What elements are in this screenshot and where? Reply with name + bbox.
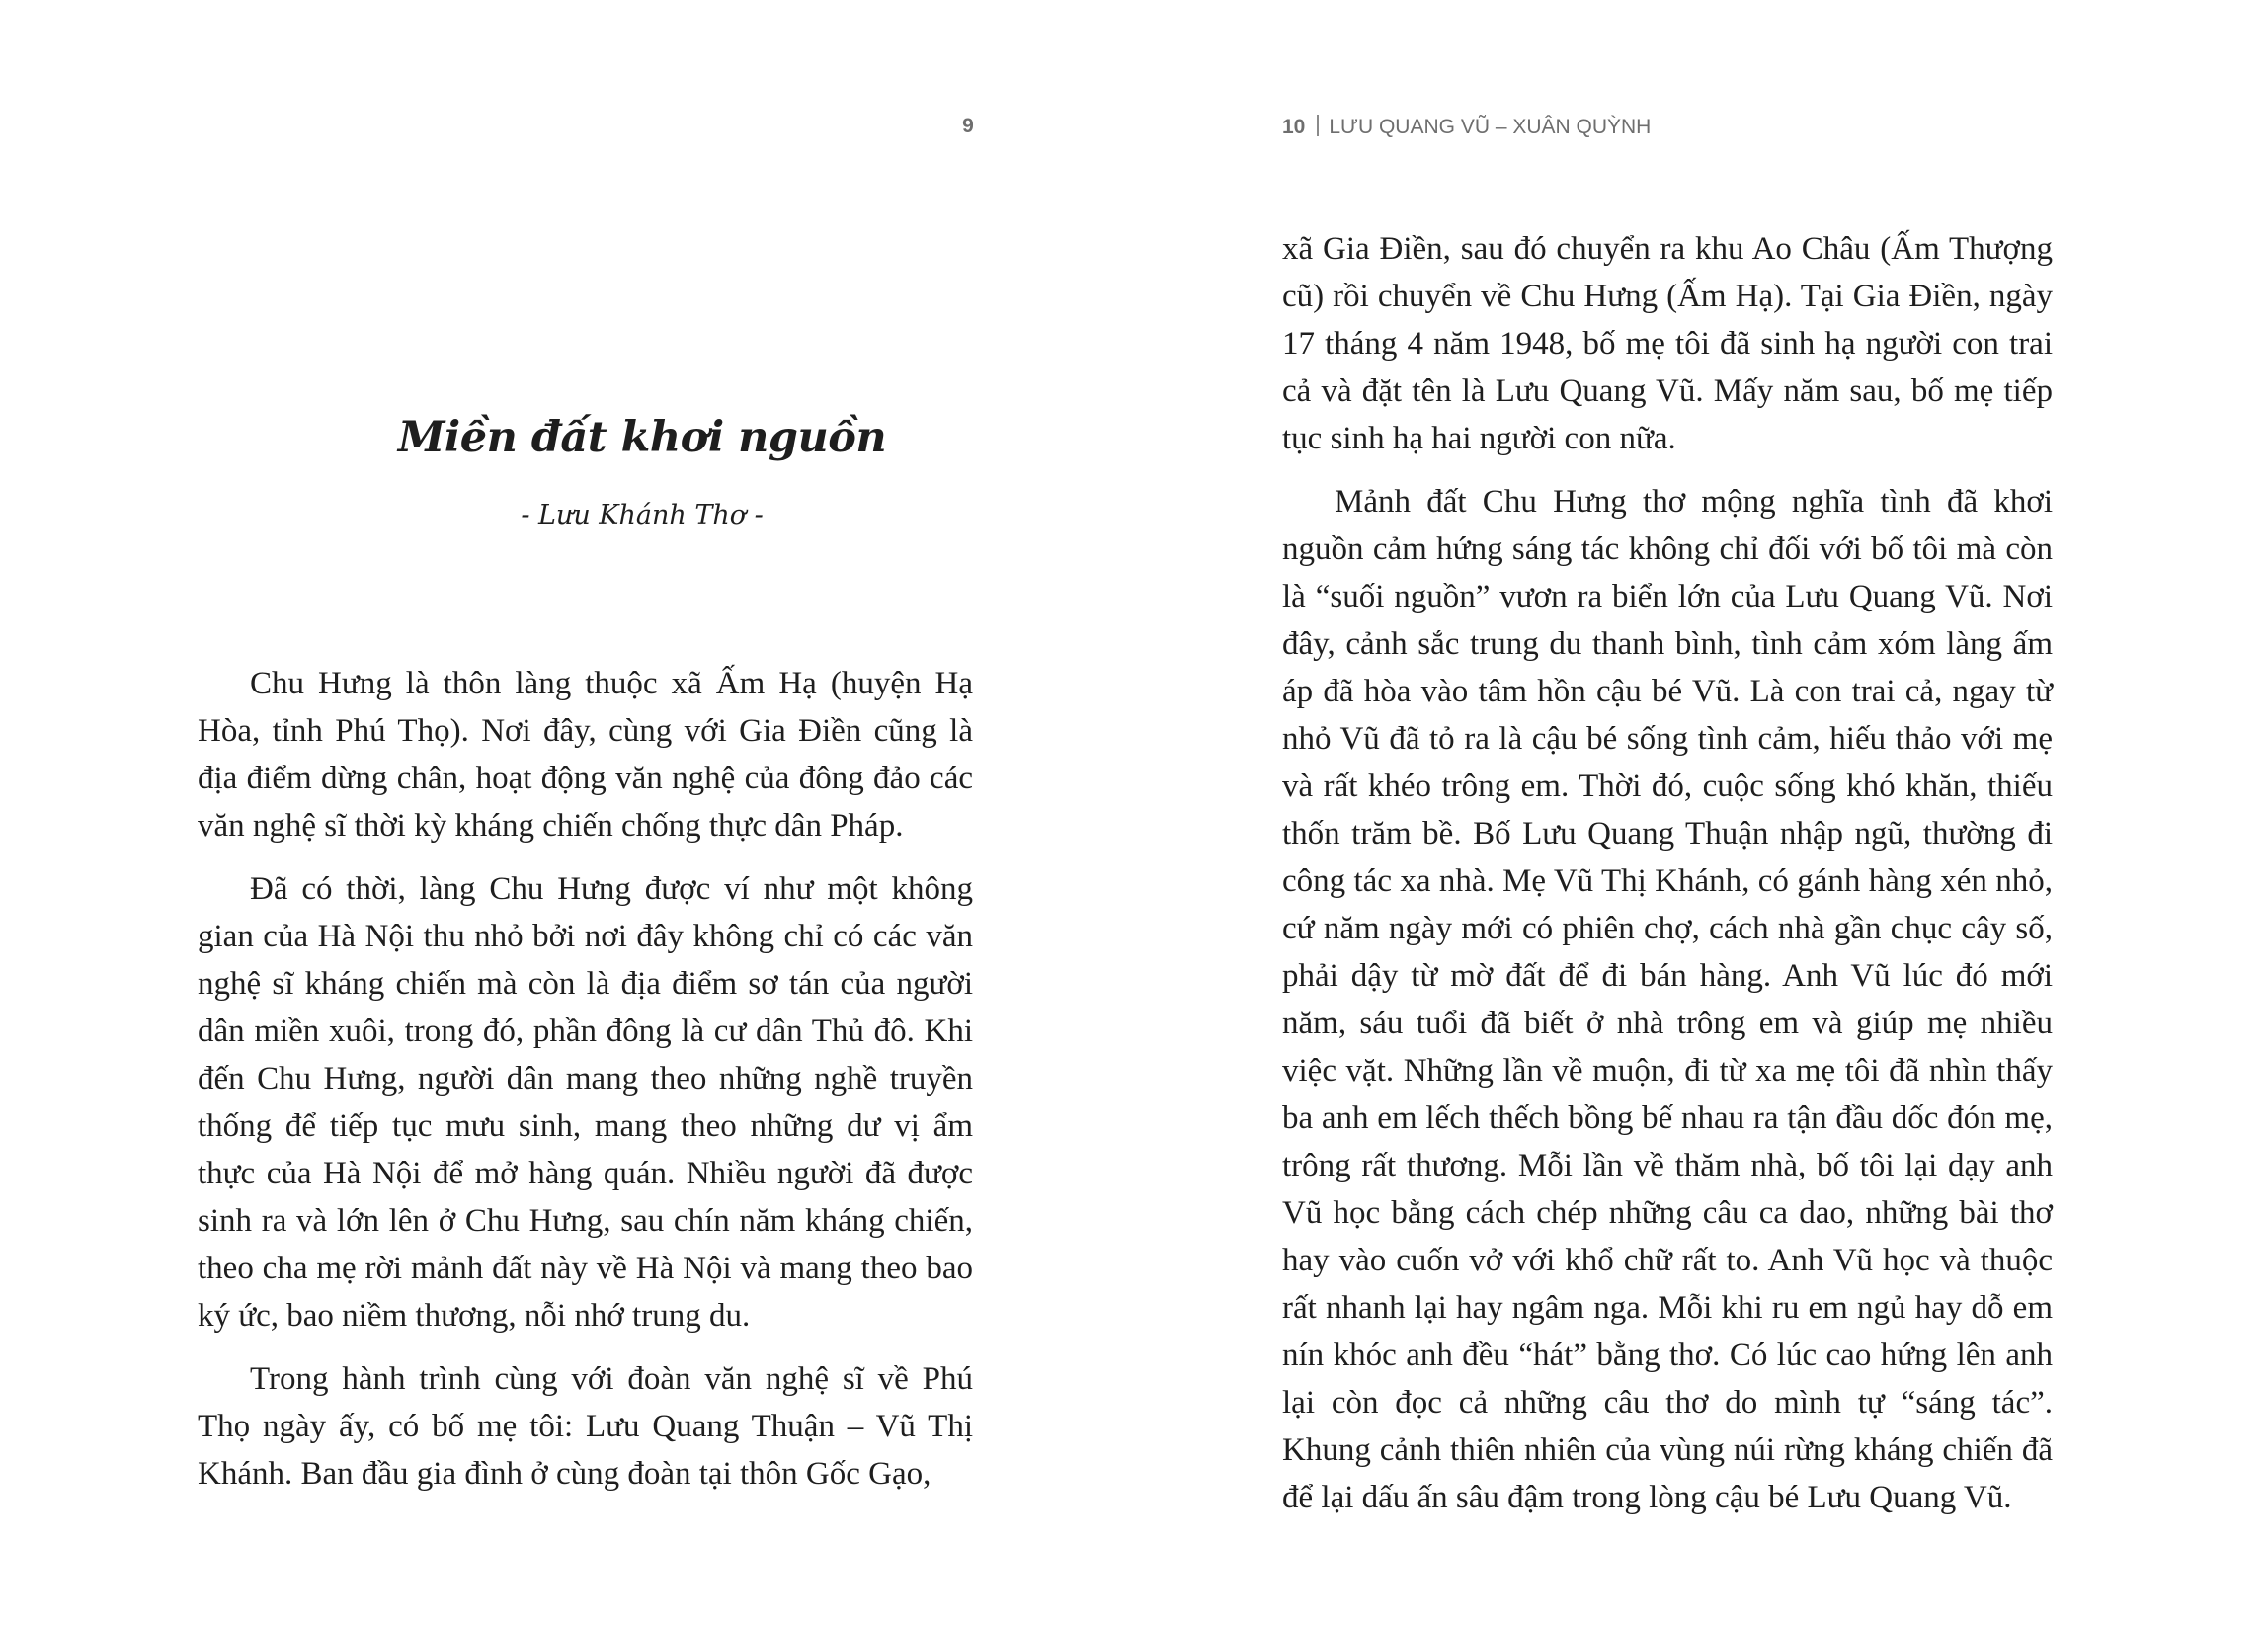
paragraph: Chu Hưng là thôn làng thuộc xã Ấm Hạ (huyện Hạ Hòa, tỉnh Phú Thọ). Nơi đây, cùng với Gia Điền cũng là địa điểm dừng chân, hoạt động văn nghệ của đông đảo các văn nghệ sĩ thời kỳ kháng chiến chống thực dân Pháp. <box>198 666 973 844</box>
left-page-body <box>198 660 973 1513</box>
header-divider <box>1317 115 1319 136</box>
right-page <box>1134 0 2268 1626</box>
chapter-title: Miền đất khơi nguồn <box>397 413 887 462</box>
page-number: 9 <box>962 115 974 137</box>
right-page-body <box>1282 225 2053 1537</box>
paragraph: Trong hành trình cùng với đoàn văn nghệ sĩ về Phú Thọ ngày ấy, có bố mẹ tôi: Lưu Quang Thuận – Vũ Thị Khánh. Ban đầu gia đình ở cùng đoàn tại thôn Gốc Gạo, <box>198 1361 973 1492</box>
paragraph: xã Gia Điền, sau đó chuyển ra khu Ao Châu (Ấm Thượng cũ) rồi chuyển về Chu Hưng (Ấm Hạ). Tại Gia Điền, ngày 17 tháng 4 năm 1948, bố mẹ tôi đã sinh hạ người con trai cả và đặt tên là Lưu Quang Vũ. Mấy năm sau, bố mẹ tiếp tục sinh hạ hai người con nữa. <box>1282 231 2053 456</box>
running-head <box>1282 115 1651 139</box>
paragraph: Mảnh đất Chu Hưng thơ mộng nghĩa tình đã khơi nguồn cảm hứng sáng tác không chỉ đối với bố tôi mà còn là “suối nguồn” vươn ra biển lớn của Lưu Quang Vũ. Nơi đây, cảnh sắc trung du thanh bình, tình cảm xóm làng ấm áp đã hòa vào tâm hồn cậu bé Vũ. Là con trai cả, ngay từ nhỏ Vũ đã tỏ ra là cậu bé sống tình cảm, hiếu thảo với mẹ và rất khéo trông em. Thời đó, cuộc sống khó khăn, thiếu thốn trăm bề. Bố Lưu Quang Thuận nhập ngũ, thường đi công tác xa nhà. Mẹ Vũ Thị Khánh, có gánh hàng xén nhỏ, cứ năm ngày mới có phiên chợ, cách nhà gần chục cây số, phải dậy từ mờ đất để đi bán hàng. Anh Vũ lúc đó mới năm, sáu tuổi đã biết ở nhà trông em và giúp mẹ nhiều việc vặt. Những lần về muộn, đi từ xa mẹ tôi đã nhìn thấy ba anh em lếch thếch bồng bế nhau ra tận đầu dốc đón mẹ, trông rất thương. Mỗi lần về thăm nhà, bố tôi lại dạy anh Vũ học bằng cách chép những câu ca dao, những bài thơ hay vào cuốn vở với khổ chữ rất to. Anh Vũ học và thuộc rất nhanh lại hay ngâm nga. Mỗi khi ru em ngủ hay dỗ em nín khóc anh đều “hát” bằng thơ. Có lúc cao hứng lên anh lại còn đọc cả những câu thơ do mình tự “sáng tác”. Khung cảnh thiên nhiên của vùng núi rừng kháng chiến đã để lại dấu ấn sâu đậm trong lòng cậu bé Lưu Quang Vũ. <box>1282 484 2053 1515</box>
chapter-author: - Lưu Khánh Thơ - <box>521 500 764 530</box>
page-number: 10 <box>1282 116 1306 138</box>
running-head-title: LƯU QUANG VŨ – XUÂN QUỲNH <box>1329 116 1652 138</box>
paragraph: Đã có thời, làng Chu Hưng được ví như một không gian của Hà Nội thu nhỏ bởi nơi đây không chỉ có các văn nghệ sĩ kháng chiến mà còn là địa điểm sơ tán của người dân miền xuôi, trong đó, phần đông là cư dân Thủ đô. Khi đến Chu Hưng, người dân mang theo những nghề truyền thống để tiếp tục mưu sinh, mang theo những dư vị ẩm thực của Hà Nội để mở hàng quán. Nhiều người đã được sinh ra và lớn lên ở Chu Hưng, sau chín năm kháng chiến, theo cha mẹ rời mảnh đất này về Hà Nội và mang theo bao ký ức, bao niềm thương, nỗi nhớ trung du. <box>198 871 973 1334</box>
